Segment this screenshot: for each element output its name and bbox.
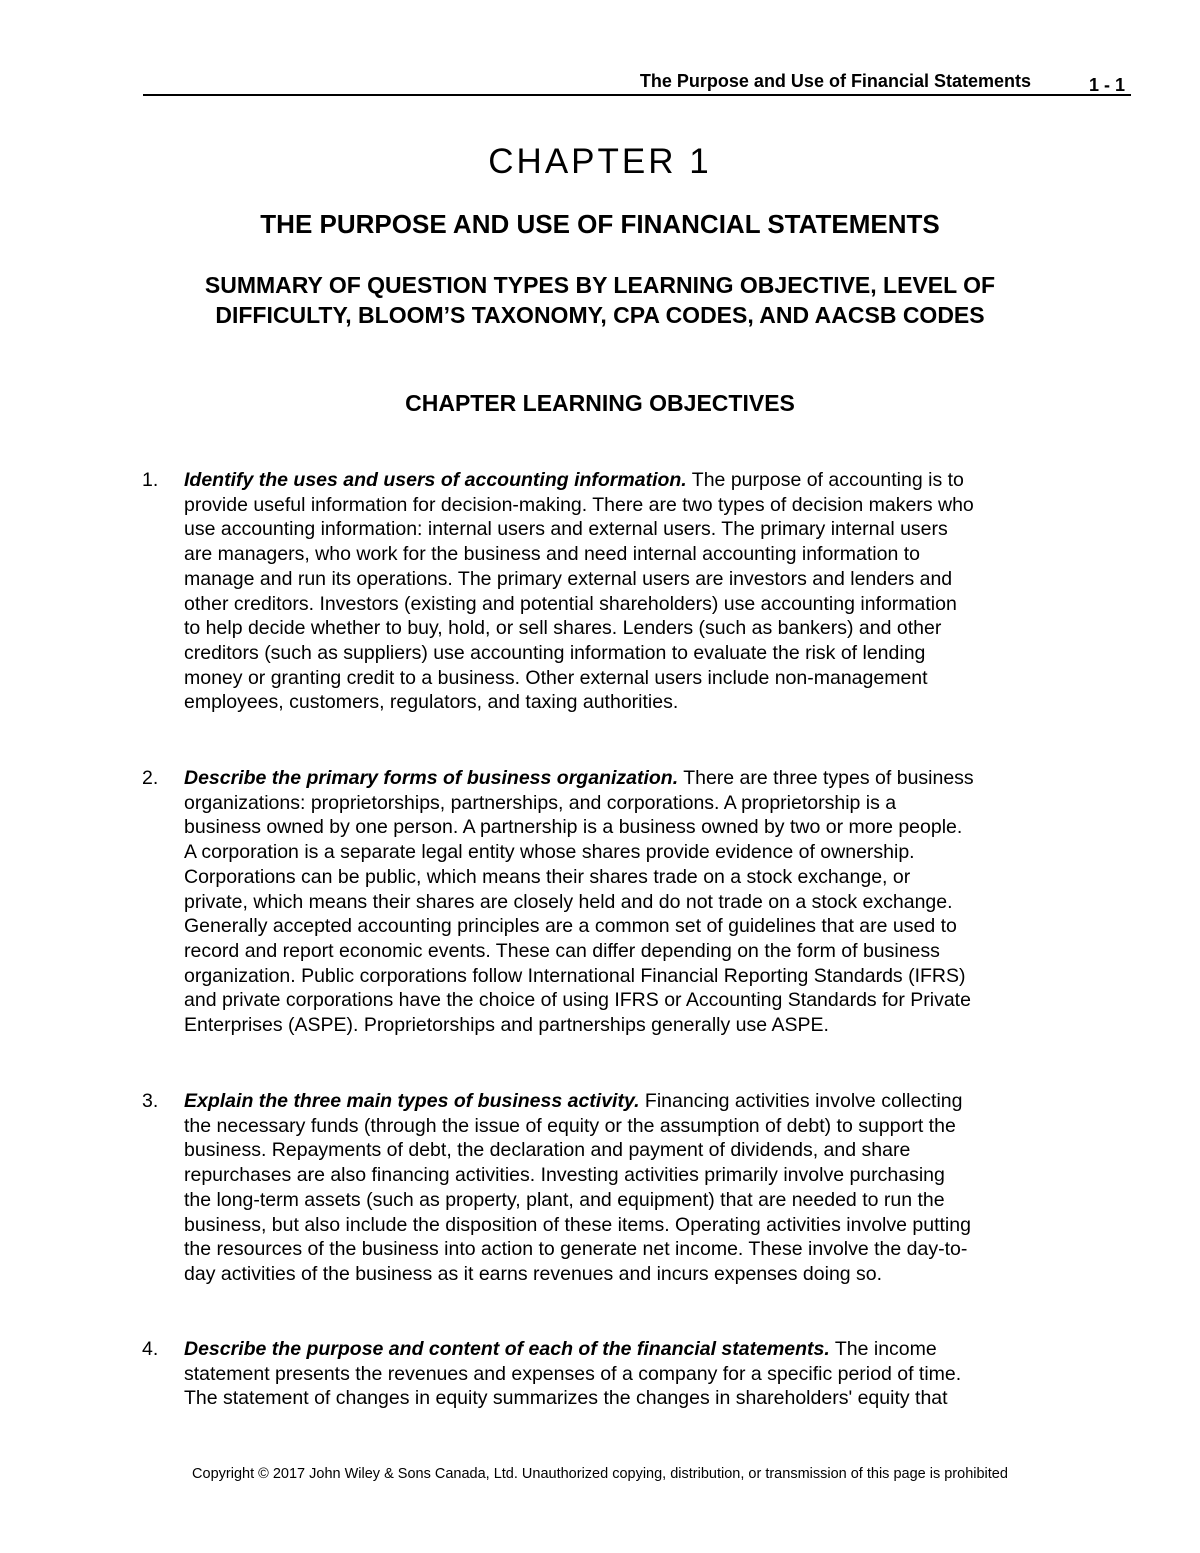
summary-heading: SUMMARY OF QUESTION TYPES BY LEARNING OBJECTIVE, LEVEL OF DIFFICULTY, BLOOM’S TAXONOMY, CPA CODES, AND AACSB CODES <box>204 272 996 328</box>
running-header <box>143 70 1131 96</box>
objective-number: 2. <box>142 767 159 789</box>
chapter-label: CHAPTER 1 <box>488 142 712 181</box>
objective-number: 4. <box>142 1338 159 1360</box>
objective-number: 1. <box>142 469 159 491</box>
objectives-heading: CHAPTER LEARNING OBJECTIVES <box>405 390 795 416</box>
objective-text <box>184 1089 1059 1287</box>
objective-body: There are three types of business organizations: proprietorships, partnerships, and corporations. A proprietorship is a business owned by one person. A partnership is a business owned by two or more people. A corporation is a separate legal entity whose shares provide evidence of ownership. Corporations can be public, which means their shares trade on a stock exchange, or private, which means their shares are closely held and do not trade on a stock exchange. Generally accepted accounting principles are a common set of guidelines that are used to record and report economic events. These can differ depending on the form of business organization. Public corporations follow International Financial Reporting Standards (IFRS) and private corporations have the choice of using IFRS or Accounting Standards for Private Enterprises (ASPE). Proprietorships and partnerships generally use ASPE. <box>184 767 974 1037</box>
objective-title: Identify the uses and users of accounting information. <box>184 469 687 491</box>
objective-title: Describe the primary forms of business organization. <box>184 767 679 789</box>
objective-body: The purpose of accounting is to provide useful information for decision-making. There are two types of decision makers who use accounting information: internal users and external users. The primary internal users are managers, who work for the business and need internal accounting information to manage and run its operations. The primary external users are investors and lenders and other creditors. Investors (existing and potential shareholders) use accounting information to help decide whether to buy, hold, or sell shares. Lenders (such as bankers) and other creditors (such as suppliers) use accounting information to evaluate the risk of lending money or granting credit to a business. Other external users include non-management employees, customers, regulators, and taxing authorities. <box>184 469 974 714</box>
objective-text <box>184 1337 1059 1411</box>
running-header-title: The Purpose and Use of Financial Statements <box>639 71 1031 91</box>
objective-text <box>184 766 1059 1038</box>
objective-text <box>184 468 1059 715</box>
chapter-title: THE PURPOSE AND USE OF FINANCIAL STATEMENTS <box>260 209 940 239</box>
objective-title: Explain the three main types of business activity. <box>184 1090 640 1112</box>
objective-body: The income statement presents the revenues and expenses of a company for a specific period of time. The statement of changes in equity summarizes the changes in shareholders' equity that <box>184 1338 962 1410</box>
copyright-footer: Copyright © 2017 John Wiley & Sons Canada, Ltd. Unauthorized copying, distribution, or transmission of this page is prohibited <box>192 1466 1008 1482</box>
objective-number: 3. <box>142 1090 159 1112</box>
objective-body: Financing activities involve collecting the necessary funds (through the issue of equity or the assumption of debt) to support the business. Repayments of debt, the declaration and payment of dividends, and share repurchases are also financing activities. Investing activities primarily involve purchasing the long-term assets (such as property, plant, and equipment) that are needed to run the business, but also include the disposition of these items. Operating activities involve putting the resources of the business into action to generate net income. These involve the day-to- day activities of the business as it earns revenues and incurs expenses doing so. <box>184 1090 971 1285</box>
page-number: 1 - 1 <box>1088 75 1125 95</box>
objective-title: Describe the purpose and content of each of the financial statements. <box>184 1338 830 1360</box>
